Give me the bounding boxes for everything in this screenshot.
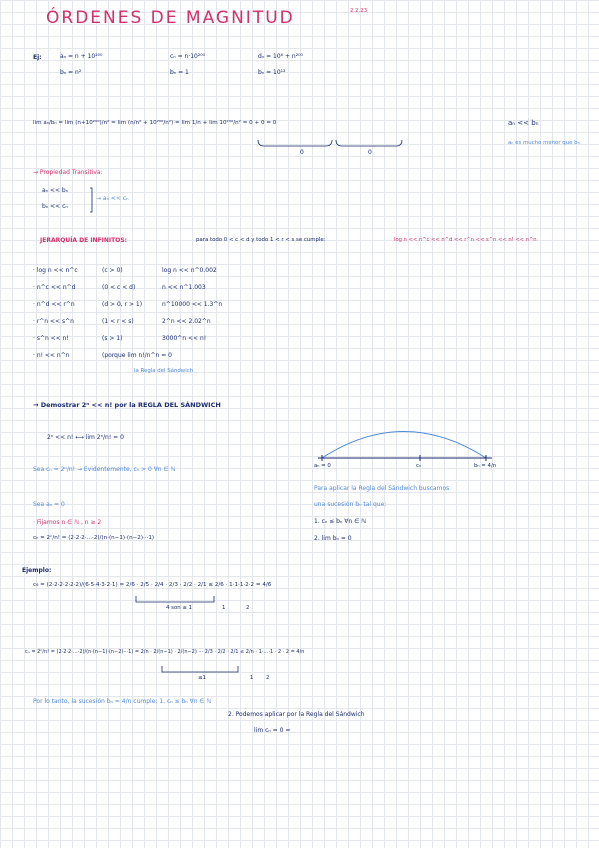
hierarchy-row-cond: (1 < r < s) [102, 318, 134, 325]
example2-under-2: 1 [222, 605, 226, 611]
demo-sea: Sea cₙ = 2ⁿ/n! → Evidentemente, cₙ > 0 ∀n ∈ ℕ [33, 466, 176, 473]
general-cn: cₙ = 2ⁿ/n! = (2·2·2·…·2)/(n·(n−1)·(n−2)···1) = 2/n · 2/(n−1) · 2/(n−2) ··· 2/3 · 2/2 · 2/1 ≤ 2/n · 1·…·1 · 2 · 2 = 4/n [25, 649, 305, 655]
hierarchy-row-cond: (0 < c < d) [102, 284, 136, 291]
sandwich-rule-note: la Regla del Sándwich [134, 368, 194, 374]
example2-under-1: 4 son ≤ 1 [166, 605, 193, 611]
general-under-le1: ≤1 [198, 675, 206, 681]
demo-cn-expand: cₙ = 2ⁿ/n! = (2·2·2·…·2)/(n·(n−1)·(n−2)···1) [33, 535, 155, 541]
sequence-an: aₙ = n + 10²⁰⁰ [60, 53, 103, 60]
hierarchy-condition: para todo 0 < c < d y todo 1 < r < s se cumple: [196, 237, 326, 243]
sandwich-heading: Para aplicar la Regla del Sándwich buscamos [314, 485, 450, 492]
limit-note: aₙ es mucho menor que bₙ [508, 140, 580, 146]
hierarchy-row-ex: 2^n << 2.02^n [162, 318, 211, 325]
sandwich-condition-2: 2. lim bₙ = 0 [314, 535, 352, 542]
number-line-b: bₙ = 4/n [474, 463, 497, 469]
sandwich-condition-1: 1. cₙ ≤ bₙ ∀n ∈ ℕ [314, 518, 367, 525]
example-label: Ej: [33, 54, 42, 61]
hierarchy-row-cond: (porque lim n!/n^n = 0 [102, 352, 172, 359]
conclusion-line-3: lim cₙ = 0 = [254, 727, 291, 734]
page-title: ÓRDENES DE MAGNITUD [46, 8, 295, 28]
transitive-line-1: aₙ << bₙ [42, 187, 69, 194]
hierarchy-row-rule: · log n << n^c [33, 267, 78, 274]
demo-heading: → Demostrar 2ⁿ << n! por la REGLA DEL SÁNDWICH [33, 401, 221, 409]
sequence-cn: cₙ = n·10²⁰⁰ [170, 53, 206, 60]
hierarchy-chain: log n << n^c << n^d << r^n << s^n << n! << n^n [394, 237, 537, 243]
hierarchy-row-cond: (c > 0) [102, 267, 123, 274]
hierarchy-row-cond: (s > 1) [102, 335, 123, 342]
sandwich-heading-2: una sucesión bₙ tal que: [314, 501, 387, 508]
demo-statement: 2ⁿ << n! ⟷ lim 2ⁿ/n! = 0 [47, 434, 124, 441]
limit-zero-2: 0 [368, 149, 372, 156]
sequence-bn-3: bₙ = 10¹² [258, 69, 286, 76]
hierarchy-row-rule: · n! << n^n [33, 352, 70, 359]
transitive-heading: → Propiedad Transitiva: [33, 169, 103, 176]
hierarchy-row-ex: log n << n^0.002 [162, 267, 217, 274]
number-line-c: cₙ [416, 463, 422, 469]
conclusion-line-2: 2. Podemos aplicar por la Regla del Sándwich [228, 711, 365, 718]
general-under-1: 1 [250, 675, 254, 681]
hierarchy-row-rule: · r^n << s^n [33, 318, 74, 325]
demo-fix: · Fijamos n ∈ ℕ , n ≥ 2 [33, 519, 102, 526]
hierarchy-row-ex: 3000^n << n! [162, 335, 207, 342]
hierarchy-row-ex: n << n^1.003 [162, 284, 206, 291]
limit-zero-1: 0 [300, 149, 304, 156]
hierarchy-row-rule: · n^c << n^d [33, 284, 76, 291]
hierarchy-row-rule: · s^n << n! [33, 335, 69, 342]
transitive-line-2: bₙ << cₙ [42, 203, 68, 210]
general-under-2: 2 [266, 675, 270, 681]
hierarchy-row-rule: · n^d << r^n [33, 301, 75, 308]
limit-conclusion: aₙ << bₙ [508, 119, 539, 127]
example2-under-3: 2 [246, 605, 250, 611]
page-date: 2.2.23 [350, 8, 368, 14]
demo-sea-an: Sea aₙ = 0 [33, 501, 65, 508]
hierarchy-heading: JERARQUÍA DE INFINITOS: [40, 237, 128, 244]
sequence-bn: bₙ = n² [60, 69, 82, 76]
example2-c6: c₆ = (2·2·2·2·2·2)/(6·5·4·3·2·1) = 2/6 · 2/5 · 2/4 · 2/3 · 2/2 · 2/1 ≤ 2/6 · 1·1·1·2·2 = 4/6 [33, 582, 272, 588]
hierarchy-row-cond: (d > 0, r > 1) [102, 301, 143, 308]
example2-heading: Ejemplo: [22, 567, 52, 574]
conclusion-line-1: Por lo tanto, la sucesión bₙ = 4/n cumple: 1. cₙ ≤ bₙ ∀n ∈ ℕ [33, 698, 212, 705]
limit-expression: lim aₙ/bₙ = lim (n+10²⁰⁰)/n² = lim (n/n² + 10²⁰⁰/n²) = lim 1/n + lim 10²⁰⁰/n² = 0 + 0 = 0 [33, 120, 277, 126]
transitive-result: → aₙ << cₙ [96, 195, 129, 202]
sequence-bn-2: bₙ = 1 [170, 69, 189, 76]
number-line-a: aₙ = 0 [314, 463, 331, 469]
sequence-dn: dₙ = 10⁶ + n²⁰⁰ [258, 53, 303, 60]
hierarchy-row-ex: n^10000 << 1.3^n [162, 301, 223, 308]
